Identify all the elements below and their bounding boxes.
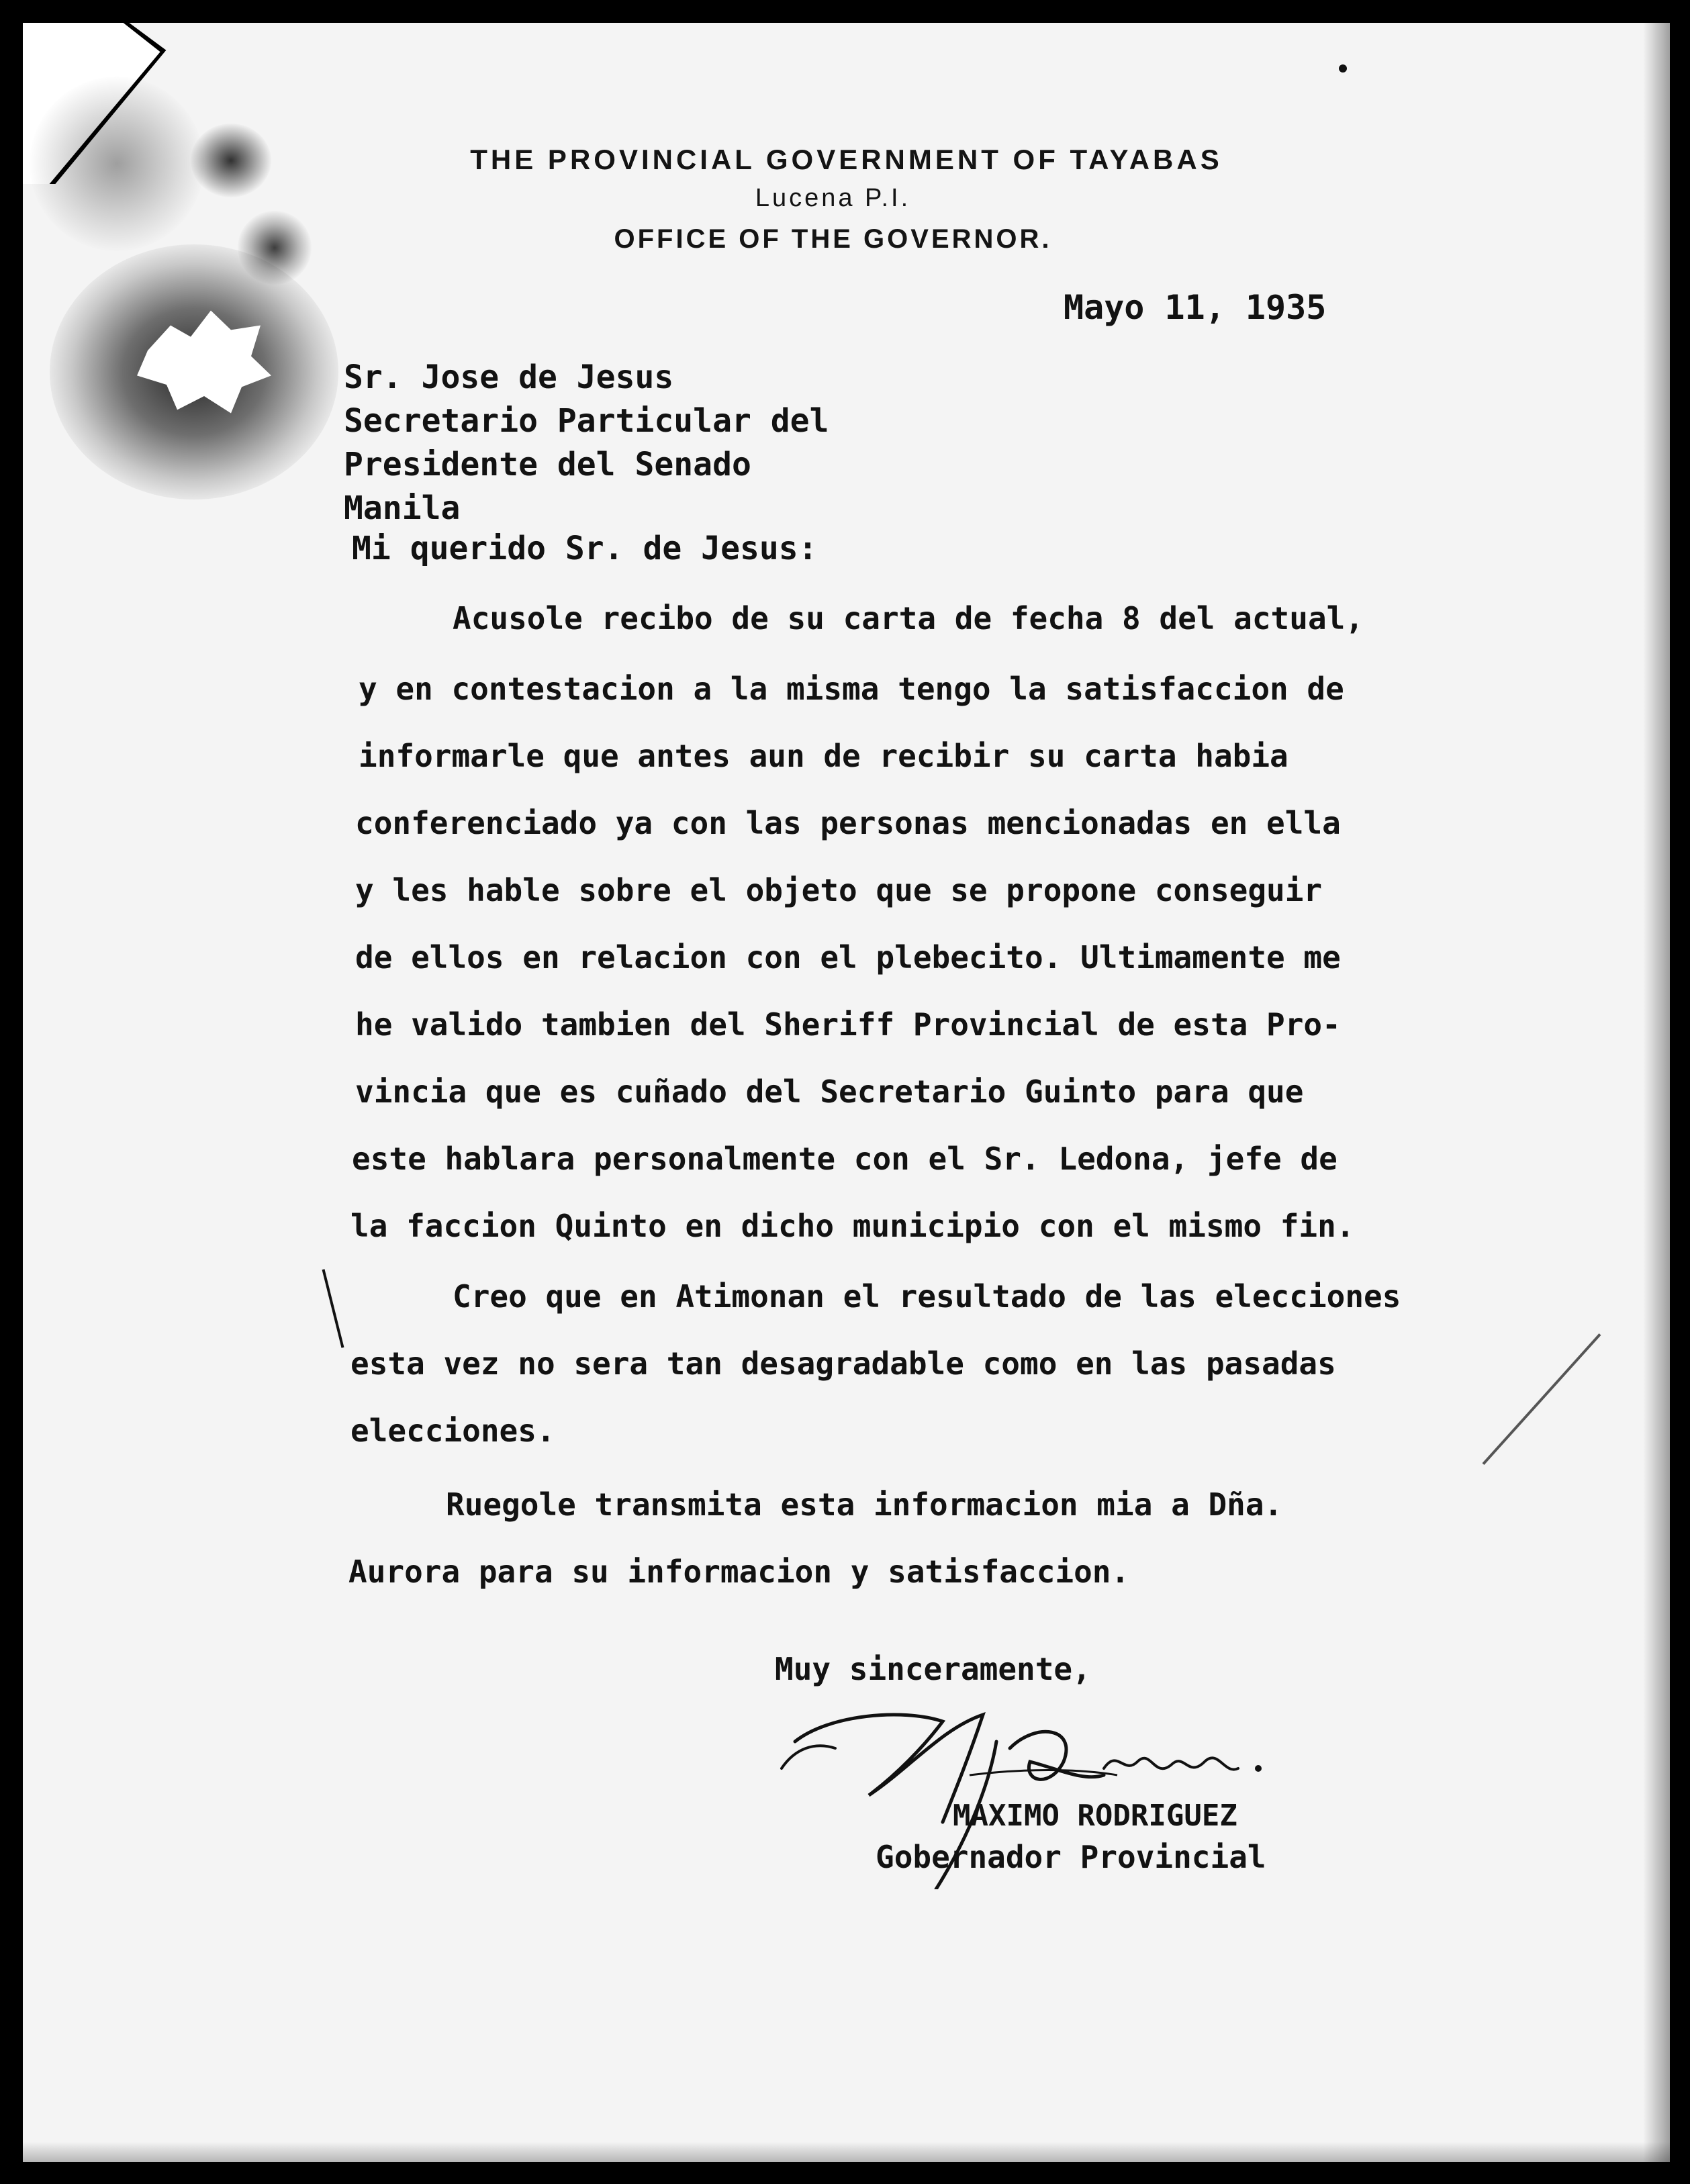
pencil-mark <box>1483 1333 1601 1465</box>
body-line: la faccion Quinto en dicho municipio con el mismo fin. <box>350 1208 1355 1244</box>
body-line: elecciones. <box>350 1413 555 1449</box>
ink-dot <box>1339 64 1347 73</box>
letter-page <box>23 23 1670 2162</box>
body-line: y en contestacion a la misma tengo la satisfaccion de <box>359 671 1344 707</box>
letterhead-office: OFFICE OF THE GOVERNOR. <box>614 224 1052 254</box>
letterhead-title: THE PROVINCIAL GOVERNMENT OF TAYABAS <box>470 144 1223 175</box>
signer-name: MAXIMO RODRIGUEZ <box>953 1799 1237 1833</box>
letterhead-place: Lucena P.I. <box>755 184 911 212</box>
body-line: este hablara personalmente con el Sr. Ledona, jefe de <box>352 1141 1337 1177</box>
body-line: he valido tambien del Sheriff Provincial de esta Pro- <box>355 1006 1341 1043</box>
closing: Muy sinceramente, <box>775 1651 1091 1687</box>
recipient-line: Secretario Particular del <box>344 402 829 440</box>
body-line: y les hable sobre el objeto que se propone conseguir <box>355 872 1323 908</box>
body-line: conferenciado ya con las personas mencionadas en ella <box>355 805 1341 841</box>
body-line: Aurora para su informacion y satisfaccion. <box>348 1554 1130 1590</box>
recipient-line: Manila <box>344 489 461 527</box>
body-line: esta vez no sera tan desagradable como en las pasadas <box>350 1345 1336 1382</box>
body-line: Acusole recibo de su carta de fecha 8 del actual, <box>453 600 1364 636</box>
paper-shadow-bottom <box>23 2142 1670 2162</box>
salutation: Mi querido Sr. de Jesus: <box>352 530 818 567</box>
body-line: Ruegole transmita esta informacion mia a Dña. <box>446 1486 1283 1523</box>
body-line: informarle que antes aun de recibir su carta habia <box>359 738 1288 774</box>
body-line: Creo que en Atimonan el resultado de las elecciones <box>453 1278 1401 1315</box>
letter-date: Mayo 11, 1935 <box>1064 288 1327 327</box>
signer-title: Gobernador Provincial <box>876 1839 1266 1875</box>
body-line: de ellos en relacion con el plebecito. Ultimamente me <box>355 939 1341 976</box>
pencil-mark <box>322 1269 344 1347</box>
recipient-line: Sr. Jose de Jesus <box>344 359 674 396</box>
body-line: vincia que es cuñado del Secretario Guinto para que <box>355 1074 1304 1110</box>
recipient-line: Presidente del Senado <box>344 446 751 483</box>
paper-shadow-right <box>1643 23 1670 2162</box>
